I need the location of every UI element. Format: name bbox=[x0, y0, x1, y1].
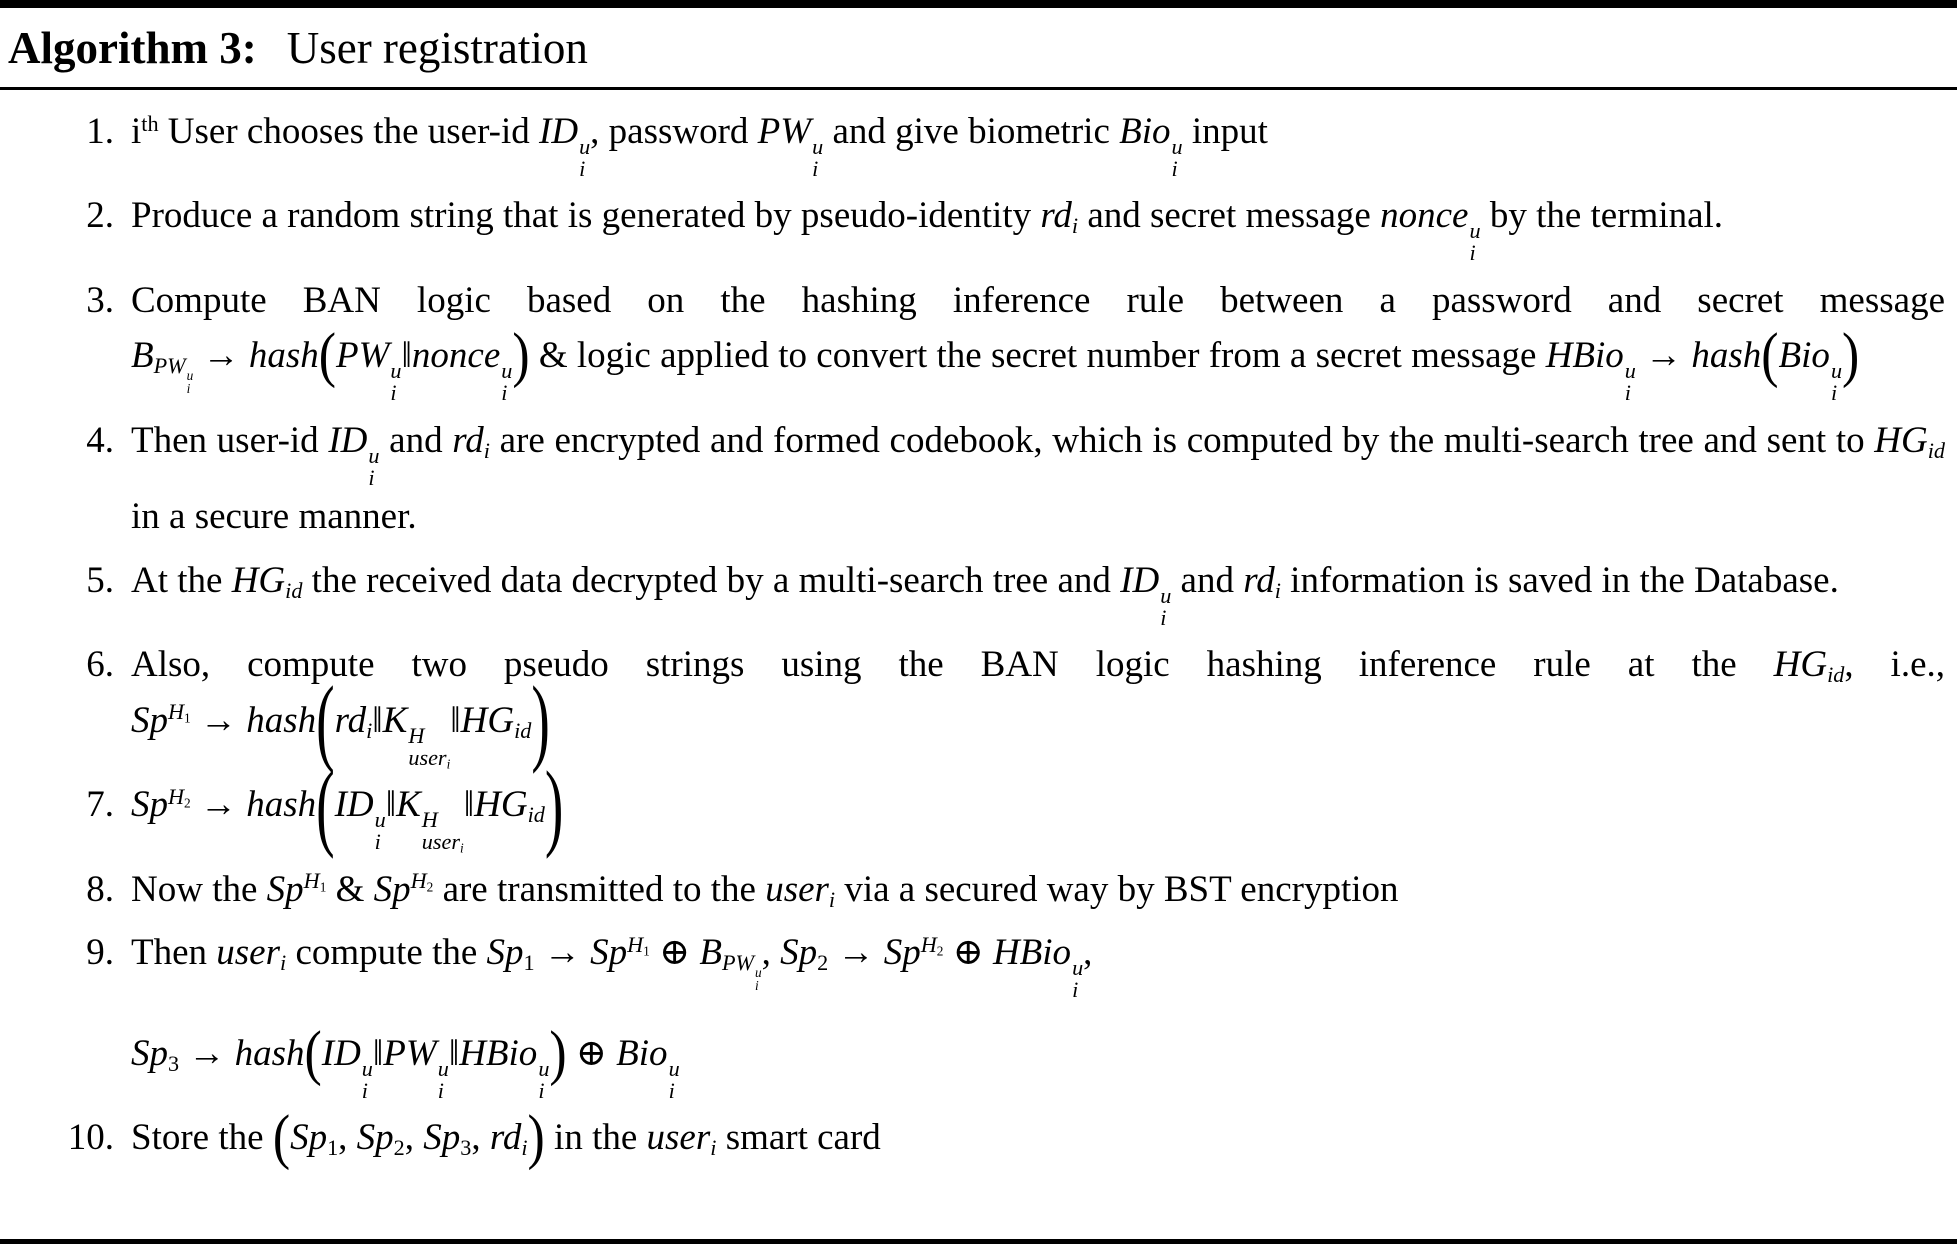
math-term: , bbox=[471, 1117, 481, 1158]
math-term: $Sp^{H_1}$ bbox=[266, 868, 327, 910]
math-formula bbox=[131, 321, 530, 406]
algorithm-title: User registration bbox=[286, 23, 588, 73]
math-term: hash bbox=[246, 699, 317, 741]
math-term: $B_{PW u i}$ bbox=[699, 932, 762, 994]
math-term: H2 bbox=[920, 931, 944, 959]
math-term: $Sp_1$ bbox=[290, 1117, 339, 1161]
math-term: ‖ bbox=[372, 1032, 384, 1074]
math-formula bbox=[1040, 195, 1079, 239]
math-term: ID u i bbox=[321, 1032, 373, 1103]
math-term: hash bbox=[1691, 335, 1762, 376]
math-term: ‖ bbox=[401, 335, 412, 376]
math-formula bbox=[1380, 195, 1481, 266]
math-formula bbox=[267, 869, 327, 910]
math-term: $rd_i$ bbox=[452, 419, 490, 463]
math-term: ⊕ bbox=[952, 932, 984, 973]
math-term: → bbox=[199, 784, 237, 825]
math-term: → bbox=[188, 1032, 226, 1074]
math-term: id bbox=[285, 577, 303, 603]
top-rule bbox=[0, 0, 1957, 8]
step-number: 3. bbox=[86, 279, 114, 321]
math-term: i bbox=[538, 1077, 545, 1103]
algorithm-step bbox=[0, 753, 1945, 861]
step-content: Produce a random string that is generated by pseudo-identity $rd_i$ and secret message nonce u i by the terminal. bbox=[131, 195, 1724, 266]
math-term: PW u i bbox=[383, 1032, 449, 1103]
math-formula bbox=[780, 931, 1084, 1003]
math-term: i bbox=[460, 841, 464, 857]
step-content: Also, compute two pseudo strings using the BAN logic hashing inference rule at the $HG_{id}$, i.e., $Sp^{H_1}$ → $hash(rd_i‖K$ H user$_i$ $‖HG_{id}$) bbox=[131, 644, 1945, 776]
math-term: → bbox=[199, 699, 237, 741]
math-term: i bbox=[1071, 213, 1079, 239]
math-term: ‖ bbox=[448, 1032, 460, 1074]
step-number: 5. bbox=[86, 559, 114, 601]
math-term: u bbox=[579, 133, 591, 159]
math-term: HBio u i bbox=[992, 932, 1084, 1003]
math-formula bbox=[131, 753, 564, 861]
math-formula bbox=[486, 931, 762, 994]
math-term: ) bbox=[1842, 321, 1860, 390]
math-term: u bbox=[812, 133, 824, 159]
math-term: $HG_{id}$ bbox=[460, 699, 532, 743]
step-content: Compute BAN logic based on the hashing inference rule between a password and secret message $B_{PW u i}$ → hash(PW u i ‖nonce u i ) & logic applied to convert the secret number from a secret message HBio u i → hash(Bio u i ) bbox=[131, 279, 1945, 406]
algorithm-header bbox=[0, 0, 1957, 74]
math-term: u bbox=[1624, 358, 1636, 384]
math-term: $Sp^{H_1}$ bbox=[131, 699, 191, 741]
algorithm-step bbox=[0, 273, 1945, 405]
step-number: 6. bbox=[86, 644, 114, 685]
math-term: PW u i bbox=[757, 110, 824, 181]
step-content: Now the $Sp^{H_1}$ & $Sp^{H_2}$ are transmitted to the user$_i$ via a secured way by BST encryption bbox=[131, 868, 1399, 912]
math-term: ( bbox=[272, 1103, 291, 1172]
math-term: $Sp_3$ bbox=[423, 1117, 472, 1161]
step-number: 10. bbox=[67, 1117, 114, 1158]
math-term: i bbox=[280, 950, 287, 976]
math-term: ) bbox=[527, 1103, 545, 1172]
math-formula bbox=[131, 669, 550, 776]
step-content: Then user-id ID u i and $rd_i$ are encrypted and formed codebook, which is computed by the multi-search tree and sent to $HG_{id}$ in a secure manner. bbox=[131, 419, 1946, 537]
math-formula bbox=[1120, 559, 1172, 630]
math-term: user$_i$ bbox=[408, 744, 451, 772]
math-term: id bbox=[1827, 662, 1845, 688]
math-term: ( bbox=[316, 753, 335, 861]
math-term: H1 bbox=[627, 931, 650, 959]
math-term: Bio u i bbox=[616, 1032, 680, 1103]
math-term: i bbox=[668, 1077, 675, 1103]
math-term: ) bbox=[531, 669, 550, 776]
math-term: ( bbox=[316, 669, 335, 776]
algorithm-step bbox=[0, 413, 1945, 545]
math-term: u bbox=[368, 442, 380, 468]
math-formula bbox=[539, 110, 591, 181]
math-term: i bbox=[390, 380, 397, 406]
step-number: 1. bbox=[86, 110, 114, 152]
math-term: ‖ bbox=[450, 699, 461, 741]
math-term: i bbox=[521, 1135, 528, 1161]
math-term: HBio u i bbox=[459, 1032, 550, 1103]
math-formula bbox=[232, 560, 303, 601]
math-term: ‖ bbox=[463, 784, 475, 825]
math-term: i bbox=[501, 380, 508, 406]
math-term: → bbox=[543, 932, 581, 973]
math-term: H2 bbox=[168, 783, 191, 811]
math-formula bbox=[328, 419, 380, 490]
math-term: ( bbox=[318, 321, 336, 390]
step-number: 2. bbox=[86, 195, 114, 236]
math-formula bbox=[1874, 420, 1945, 461]
math-term: → bbox=[837, 932, 875, 973]
math-term: HBio u i bbox=[1545, 335, 1636, 406]
math-term: i bbox=[1072, 977, 1079, 1003]
math-term: ID u i bbox=[1120, 559, 1172, 630]
math-formula bbox=[1773, 644, 1845, 688]
math-term: u bbox=[668, 1055, 680, 1081]
step-content: $i^{th}$ User chooses the user-id ID u i , password PW u i and give biometric Bio u i input bbox=[131, 110, 1268, 181]
math-term: i bbox=[1830, 380, 1838, 406]
math-term: H bbox=[421, 807, 438, 833]
algorithm-label: Algorithm 3: bbox=[8, 23, 257, 73]
math-term: i bbox=[366, 717, 373, 743]
algorithm-step bbox=[0, 637, 1945, 776]
algorithm-step bbox=[0, 1103, 1945, 1172]
algorithm-step bbox=[0, 862, 1945, 918]
math-term: i bbox=[186, 381, 191, 397]
step-content bbox=[131, 753, 1945, 861]
math-term: PW u i bbox=[153, 353, 194, 397]
math-formula bbox=[646, 1117, 717, 1161]
math-term: i bbox=[1160, 604, 1167, 630]
math-term: i bbox=[1274, 577, 1281, 603]
math-term: u bbox=[1160, 582, 1172, 608]
math-term: i bbox=[374, 829, 381, 855]
math-term: id bbox=[527, 802, 545, 828]
math-term: hash bbox=[246, 784, 317, 825]
math-term: $rd_i$ bbox=[334, 699, 373, 743]
math-term: u bbox=[538, 1055, 550, 1081]
math-term: user$_i$ bbox=[765, 868, 836, 912]
algorithm-step bbox=[0, 553, 1945, 630]
step-content: At the $HG_{id}$ the received data decrypted by a multi-search tree and ID u i and $rd_i$ information is saved in the Database. bbox=[131, 559, 1839, 630]
step-content: Store the ($Sp_1$, $Sp_2$, $Sp_3$, $rd_i$) in the user$_i$ smart card bbox=[131, 1103, 881, 1172]
math-term: $Sp_1$ bbox=[486, 932, 535, 976]
math-term: hash bbox=[234, 1032, 305, 1074]
math-term: nonce u i bbox=[1380, 195, 1481, 266]
math-term: $rd_i$ bbox=[1243, 559, 1281, 603]
math-term: Bio u i bbox=[1119, 110, 1183, 181]
math-formula bbox=[1243, 560, 1281, 601]
algorithm-step bbox=[0, 925, 1945, 1102]
math-term: i bbox=[446, 756, 451, 772]
math-term: $HG_{id}$ bbox=[231, 559, 303, 603]
math-term: u bbox=[501, 358, 513, 384]
math-term: $Sp^{H_1}$ bbox=[590, 931, 650, 973]
math-term: user$_i$ bbox=[216, 932, 287, 976]
math-term: u bbox=[186, 367, 194, 383]
math-term: $HG_{id}$ bbox=[1874, 419, 1946, 463]
math-term: u bbox=[1072, 955, 1084, 981]
step-number: 4. bbox=[86, 419, 114, 461]
algorithm-step bbox=[0, 188, 1945, 265]
math-term: $rd_i$ bbox=[489, 1117, 528, 1161]
math-term: $HG_{id}$ bbox=[1773, 644, 1845, 688]
algorithm-step bbox=[0, 104, 1945, 181]
math-term: ‖ bbox=[385, 784, 397, 825]
math-term: H2 bbox=[410, 868, 434, 896]
math-formula bbox=[272, 1103, 545, 1172]
math-formula bbox=[452, 420, 490, 461]
math-term: H1 bbox=[303, 868, 327, 896]
math-formula bbox=[765, 869, 835, 910]
math-term: ID u i bbox=[334, 784, 386, 855]
math-term: i bbox=[437, 1077, 444, 1103]
math-term: i bbox=[1624, 380, 1631, 406]
bottom-rule bbox=[0, 1239, 1957, 1244]
math-term: ⊕ bbox=[575, 1032, 607, 1074]
math-term: $HG_{id}$ bbox=[474, 784, 545, 828]
math-term: user$_i$ bbox=[421, 829, 464, 857]
math-term: ( bbox=[1761, 321, 1779, 390]
math-term: nonce u i bbox=[411, 335, 513, 406]
math-term: u bbox=[1171, 133, 1183, 159]
math-term: Bio u i bbox=[1778, 335, 1843, 406]
math-term: $Sp_3$ bbox=[131, 1032, 180, 1076]
math-term: $B_{PW u i}$ bbox=[131, 335, 194, 397]
math-term: $rd_i$ bbox=[1040, 195, 1079, 239]
math-term: $i^{th}$ bbox=[131, 110, 159, 152]
math-term: ‖ bbox=[372, 699, 383, 741]
math-term: , bbox=[338, 1117, 348, 1158]
math-term: u bbox=[437, 1055, 449, 1081]
math-term: u bbox=[374, 807, 386, 833]
math-term: i bbox=[483, 437, 490, 463]
math-term: $Sp_2$ bbox=[780, 932, 829, 976]
math-term: id bbox=[514, 717, 532, 743]
math-term: i bbox=[828, 886, 836, 912]
math-term: ID u i bbox=[328, 419, 380, 490]
step-number: 8. bbox=[86, 868, 114, 910]
math-term: $Sp^{H_2}$ bbox=[883, 931, 944, 973]
math-term: H1 bbox=[168, 699, 191, 727]
step-number: 9. bbox=[86, 932, 114, 973]
math-term: K H user$_i$ bbox=[382, 699, 451, 772]
math-term: $Sp^{H_2}$ bbox=[131, 783, 191, 825]
math-term: $Sp_2$ bbox=[356, 1117, 405, 1161]
math-term: i bbox=[1469, 240, 1476, 266]
header-rule bbox=[0, 87, 1957, 90]
math-term: , bbox=[404, 1117, 414, 1158]
math-term: $Sp^{H_2}$ bbox=[373, 868, 434, 910]
math-term: PW u i bbox=[335, 335, 402, 406]
math-formula bbox=[1545, 321, 1860, 406]
math-term: id bbox=[1927, 437, 1946, 463]
math-term: u bbox=[1830, 358, 1843, 384]
math-term: → bbox=[1645, 335, 1683, 376]
math-term: H bbox=[408, 722, 425, 748]
math-formula bbox=[131, 1019, 680, 1103]
math-formula bbox=[216, 932, 287, 976]
math-term: ( bbox=[304, 1019, 322, 1087]
math-term: u bbox=[361, 1055, 373, 1081]
math-term: i bbox=[579, 155, 586, 181]
math-term: ) bbox=[549, 1019, 567, 1087]
math-term: i bbox=[710, 1135, 717, 1161]
math-term: hash bbox=[248, 335, 319, 376]
math-formula bbox=[1119, 110, 1183, 181]
math-term: ⊕ bbox=[659, 932, 691, 973]
algorithm-steps bbox=[0, 104, 1957, 1172]
math-formula bbox=[757, 110, 824, 181]
math-term: u bbox=[755, 964, 762, 980]
line-break-spacer bbox=[131, 1002, 1945, 1026]
math-term: i bbox=[1171, 155, 1178, 181]
math-term: ) bbox=[544, 753, 564, 861]
math-term: u bbox=[390, 358, 402, 384]
math-term: ) bbox=[512, 321, 530, 390]
math-term: i bbox=[361, 1077, 368, 1103]
math-term: i bbox=[368, 464, 375, 490]
math-term: i bbox=[812, 155, 819, 181]
math-term: user$_i$ bbox=[646, 1117, 717, 1161]
math-term: i bbox=[755, 978, 759, 994]
step-content: Then user$_i$ compute the $Sp_1 \to Sp^{H_1}$ ⊕ $B_{PW u i}$ , $Sp_2 \to Sp^{H_2}$ ⊕ HBio u i , $Sp_3$ → hash(ID u i ‖PW u i ‖HBio u i ) ⊕ Bio u i bbox=[131, 925, 1945, 1102]
math-term: → bbox=[202, 335, 240, 376]
math-formula bbox=[374, 869, 434, 910]
step-number: 7. bbox=[86, 784, 114, 825]
math-term: PW u i bbox=[721, 950, 762, 994]
math-term: u bbox=[1469, 218, 1481, 244]
math-term: ID u i bbox=[539, 110, 591, 181]
math-term: K H user$_i$ bbox=[396, 784, 464, 857]
